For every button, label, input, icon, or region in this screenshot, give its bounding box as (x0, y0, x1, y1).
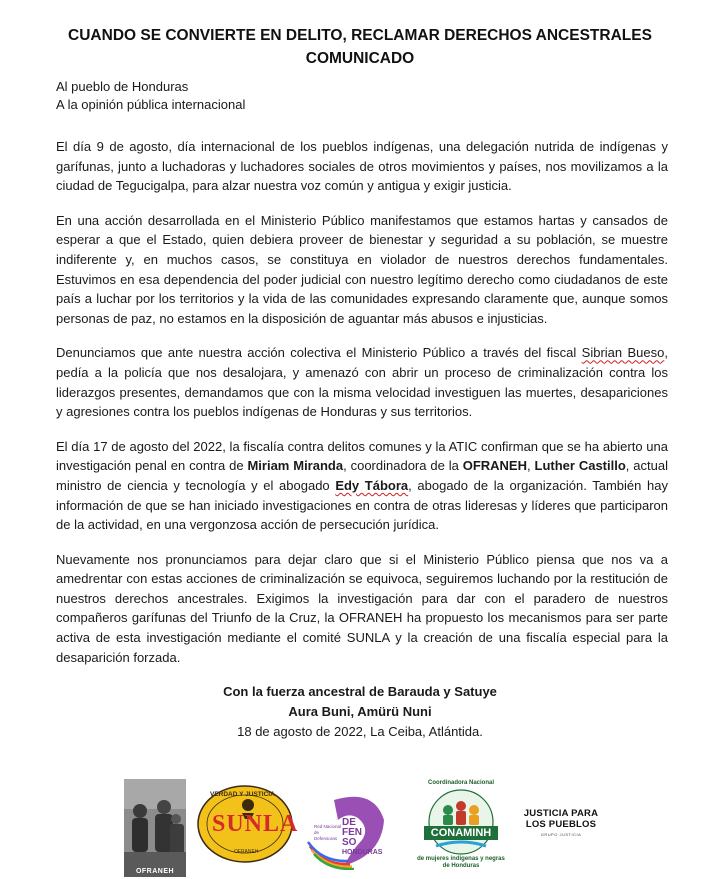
ofraneh-caption: OFRANEH (135, 868, 175, 875)
addressee-2: A la opinión pública internacional (56, 97, 246, 112)
sunla-logo (196, 783, 299, 865)
closing-line-1: Con la fuerza ancestral de Barauda y Satuye (223, 684, 497, 699)
defensoras-line-4: HONDURAS (342, 849, 383, 856)
defensoras-line-2: FEN (342, 827, 362, 838)
paragraph-4-text-b: , coordinadora de la (343, 458, 463, 474)
name-sibrian-bueso: Sibrian Bueso (581, 345, 665, 361)
defensoras-line-3: SO (342, 837, 357, 848)
org-ofraneh: OFRANEH (462, 458, 527, 474)
justicia-para-los-pueblos-logo (522, 808, 600, 848)
paragraph-4-text-e: , abogado de la organización. También hay información de que se han iniciado investigaciones en contra de otras lideresas y líderes que participaron de la actividad, en una vergonzosa acción de persecución jurídica. (56, 477, 668, 533)
paragraph-1: El día 9 de agosto, día internacional de los pueblos indígenas, una delegación nutrida de indígenas y garífunas, junto a luchadoras y luchadores sociales de otros movimientos y países, nos movilizamos a la ciudad de Tegucigalpa, para alzar nuestra voz común y antigua y exigir justicia. (56, 139, 668, 194)
paragraph-4-text-c: , (527, 458, 535, 474)
name-miriam-miranda: Miriam Miranda (247, 458, 344, 474)
paragraph-2: En una acción desarrollada en el Ministerio Público manifestamos que estamos hartas y cansados de esperar a que el Estado, quien debiera proveer de bienestar y seguridad a su población, se muestre indiferente y, en muchos casos, se constituya en violador de nuestros derechos fundamentales. Estuvimos en esa dependencia del poder judicial con nuestro legítimo derecho como ciudadanos de este país a luchar por los territorios y la vida de las comunidades expresando claramente que, aunque somos personas de paz, no estamos en la disposición de aguantar más abusos e injusticias. (56, 212, 668, 326)
justicia-tagline: GRUPO JUSTICIA (540, 832, 582, 837)
ofraneh-photo-image (124, 779, 186, 877)
logo-strip (0, 770, 720, 879)
document-title (60, 24, 660, 70)
ofraneh-photo-logo (124, 779, 186, 877)
defensoras-wordmark (342, 818, 382, 858)
paragraph-3-text-b: , pedía a la policía que nos desalojara, y amenazó con abrir un proceso de criminalización contra los liderazgos presentes, demandamos que con la misma velocidad investiguen las muertes, desapariciones y agresiones contra los pueblos indígenas de Honduras y sus territorios. (56, 345, 668, 420)
name-luther-castillo: Luther Castillo (534, 458, 626, 474)
conaminh-bottom-text: de mujeres indígenas y negras de Honduras (417, 856, 505, 869)
addressee-1: Al pueblo de Honduras (56, 79, 189, 94)
closing-date: 18 de agosto de 2022, La Ceiba, Atlántida. (237, 724, 483, 739)
addressees (56, 78, 245, 114)
conaminh-wordmark: CONAMINH (424, 826, 498, 840)
paragraph-4-text-a: El día 17 de agosto del 2022, la fiscalía contra delitos comunes y la ATIC confirman que se ha abierto una investigación penal en contra de (56, 438, 668, 474)
name-edy-tabora: Edy Tábora (335, 477, 409, 493)
paragraph-4 (56, 437, 668, 535)
sunla-top-text: VERDAD Y JUSTICIA (210, 791, 275, 798)
paragraph-5: Nuevamente nos pronunciamos para dejar claro que si el Ministerio Público piensa que nos va a amedrentar con estas acciones de criminalización se equivoca, seguiremos luchando por la restitución de nuestros derechos ancestrales. Exigimos la investigación para dar con el paradero de nuestros compañeros garífunas del Triunfo de la Cruz, la OFRANEH ha propuesto los mecanismos para ser parte activa de esta investigación mediante el comité SUNLA y la creación de una fiscalía especial para la desaparición forzada. (56, 551, 668, 665)
closing-block (60, 682, 660, 742)
sunla-bottom-text: OFRANEH (234, 849, 259, 855)
defensoras-small-text: Red Nacional de Defensoras (314, 824, 342, 841)
conaminh-top-text: Coordinadora Nacional (427, 780, 494, 786)
justicia-line-1: JUSTICIA PARA (523, 808, 599, 819)
paragraph-4-text-d: , actual ministro de ciencia y tecnología y el abogado (56, 458, 668, 493)
paragraph-3 (56, 343, 668, 421)
defensoras-line-1: DE (342, 817, 356, 828)
title-line-2: COMUNICADO (305, 50, 415, 67)
document-body (56, 137, 668, 682)
conaminh-logo (412, 780, 510, 872)
title-line-1: CUANDO SE CONVIERTE EN DELITO, RECLAMAR DERECHOS ANCESTRALES (68, 27, 652, 44)
defensoras-logo (304, 790, 392, 870)
justicia-line-2: LOS PUEBLOS (525, 819, 597, 830)
closing-line-2: Aura Buni, Amürü Nuni (288, 704, 432, 719)
sunla-wordmark: SUNLA (212, 811, 299, 837)
paragraph-3-text-a: Denunciamos que ante nuestra acción colectiva el Ministerio Público a través del fiscal (56, 345, 582, 361)
